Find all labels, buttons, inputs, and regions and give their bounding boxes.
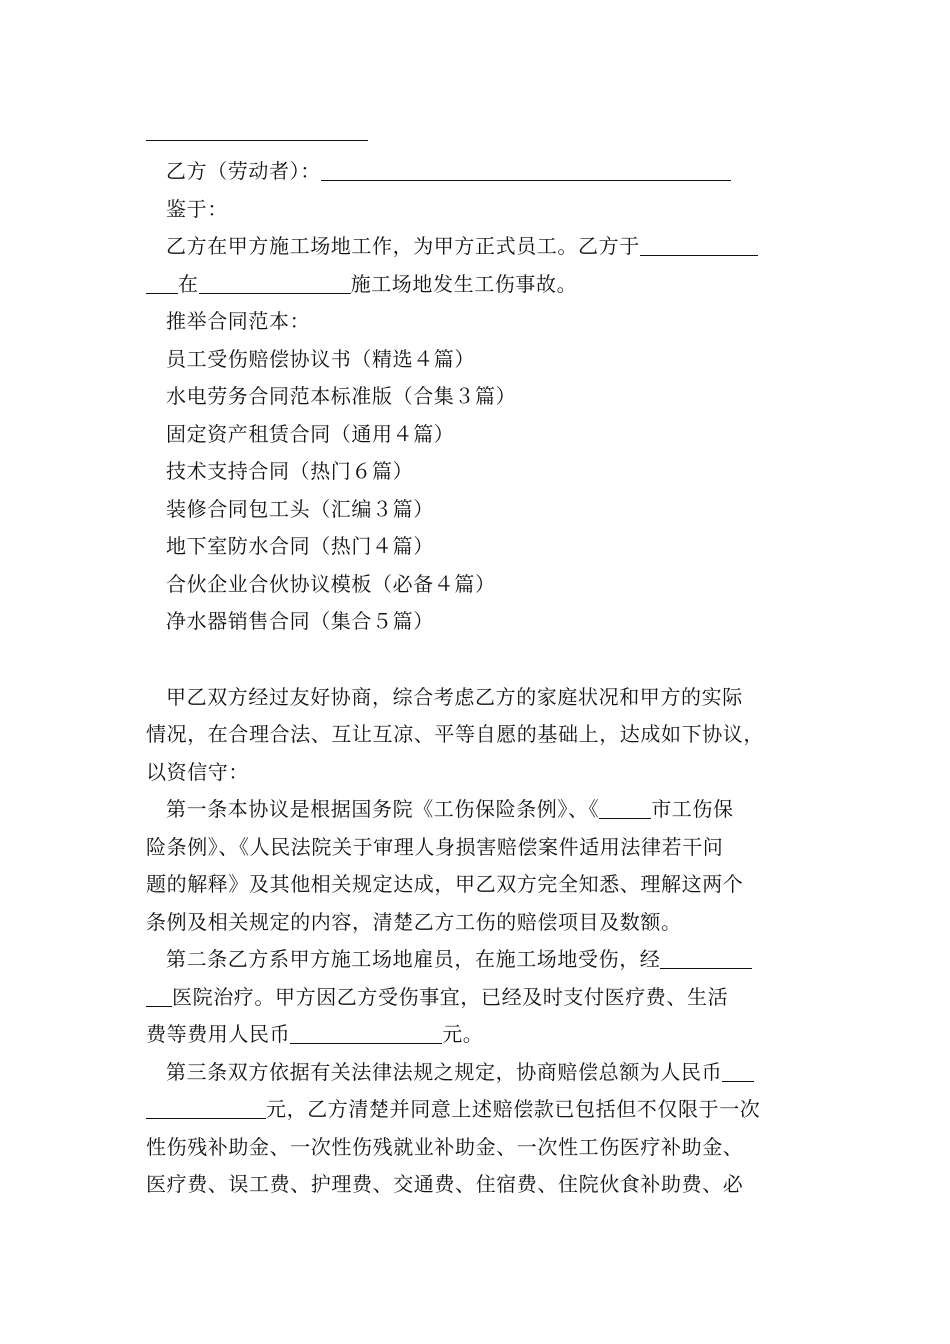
intro-text-2: 施工场地发生工伤事故。 <box>350 271 578 296</box>
article2-line-2 <box>146 979 826 1017</box>
total-amount-blank-a <box>722 1061 754 1082</box>
article2-text-1: 第二条乙方系甲方施工场地雇员，在施工场地受伤，经 <box>166 947 661 971</box>
recommend-heading: 推举合同范本： <box>166 309 311 333</box>
preamble-line-2: 情况，在合理合法、互让互凉、平等自愿的基础上，达成如下协议， <box>146 722 764 746</box>
article1-text-a: 第一条本协议是根据国务院《工伤保险条例》、《 <box>166 797 600 821</box>
article3-line-3: 性伤残补助金、一次性伤残就业补助金、一次性工伤医疗补助金、 <box>146 1134 744 1159</box>
article2-text-3a: 费等费用人民币 <box>146 1022 291 1046</box>
article2-text-3b: 元。 <box>442 1022 484 1046</box>
article3-text-2: 元，乙方清楚并同意上述赔偿款已包括但不仅限于一次 <box>266 1097 761 1121</box>
article3-line-2 <box>146 1091 826 1129</box>
paragraph-gap <box>146 641 826 679</box>
paid-amount-blank <box>290 1023 442 1044</box>
article1-line-1 <box>146 791 826 829</box>
party-b-line <box>146 153 826 191</box>
recommend-item[interactable]: 装修合同包工头（汇编３篇） <box>166 496 434 521</box>
recommend-item[interactable]: 员工受伤赔偿协议书（精选４篇） <box>166 346 475 371</box>
total-amount-blank-b <box>146 1098 266 1119</box>
intro-text-at: 在 <box>178 271 199 296</box>
article3-text-1: 第三条双方依据有关法律法规之规定，协商赔偿总额为人民币 <box>166 1059 723 1084</box>
article1-line-2: 险条例》、《人民法院关于审理人身损害赔偿案件适用法律若干问 <box>146 834 724 859</box>
intro-line-2 <box>146 266 826 304</box>
party-b-blank <box>321 160 731 181</box>
hospital-blank-a <box>660 948 752 969</box>
hospital-blank-b <box>146 986 172 1007</box>
date-blank-b <box>146 273 178 294</box>
site-blank <box>199 273 351 294</box>
article2-line-3 <box>146 1016 826 1054</box>
document-body <box>146 118 826 1204</box>
article2-text-2: 医院治疗。甲方因乙方受伤事宜，已经及时支付医疗费、生活 <box>172 984 729 1009</box>
recommend-item[interactable]: 水电劳务合同范本标准版（合集３篇） <box>166 384 517 408</box>
recommend-item[interactable]: 技术支持合同（热门６篇） <box>166 459 414 483</box>
city-blank <box>599 798 651 819</box>
recommend-item[interactable]: 地下室防水合同（热门４篇） <box>166 534 434 558</box>
intro-line-1 <box>146 228 826 266</box>
article1-line-4: 条例及相关规定的内容，清楚乙方工伤的赔偿项目及数额。 <box>146 909 682 934</box>
date-blank-a <box>640 235 758 256</box>
blank-line-top <box>146 118 368 141</box>
recommend-item[interactable]: 固定资产租赁合同（通用４篇） <box>166 421 455 446</box>
article1-line-3: 题的解释》及其他相关规定达成，甲乙双方完全知悉、理解这两个 <box>146 872 744 896</box>
intro-text-1: 乙方在甲方施工场地工作，为甲方正式员工。乙方于 <box>166 234 640 258</box>
whereas-label: 鉴于： <box>166 196 228 221</box>
preamble-line-3: 以资信守： <box>146 759 249 784</box>
recommend-item[interactable]: 合伙企业合伙协议模板（必备４篇） <box>166 571 496 596</box>
recommend-item[interactable]: 净水器销售合同（集合５篇） <box>166 609 434 633</box>
preamble-line-1: 甲乙双方经过友好协商，综合考虑乙方的家庭状况和甲方的实际 <box>166 684 743 709</box>
article3-line-1 <box>146 1054 826 1092</box>
article3-line-4: 医疗费、误工费、护理费、交通费、住宿费、住院伙食补助费、必 <box>146 1172 744 1196</box>
party-b-label: 乙方（劳动者）： <box>166 159 321 183</box>
article1-text-b: 市工伤保 <box>651 797 734 821</box>
article2-line-1 <box>146 941 826 979</box>
